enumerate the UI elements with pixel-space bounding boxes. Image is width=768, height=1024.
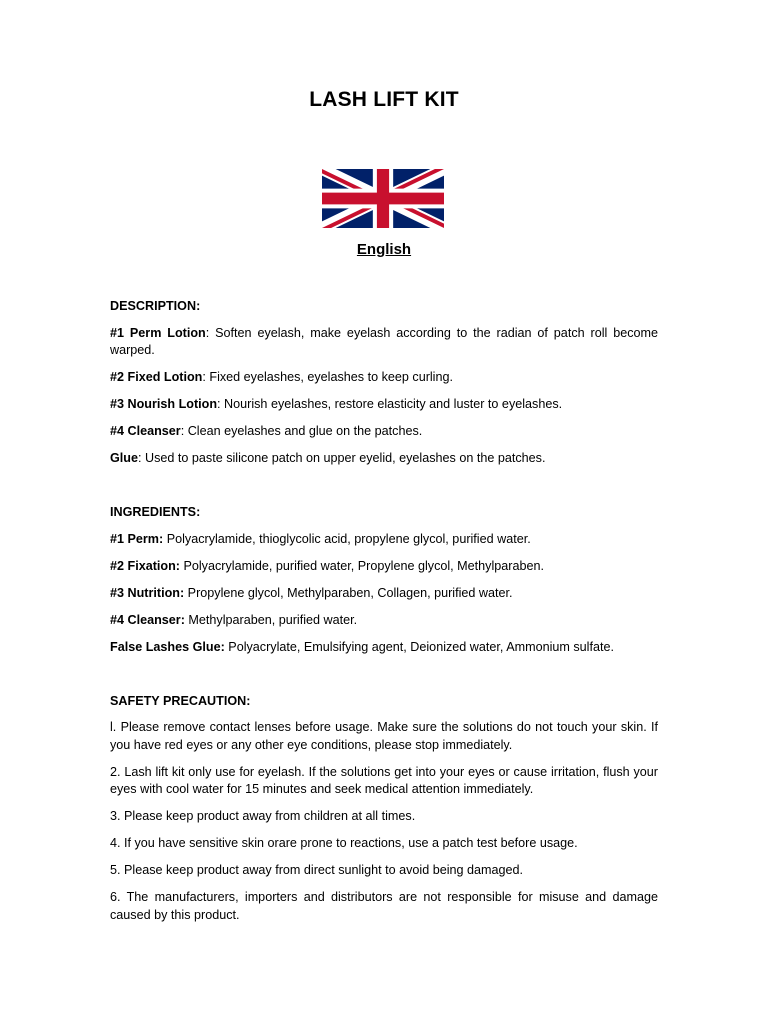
ingredient-item <box>110 585 658 603</box>
description-item <box>110 396 658 414</box>
ingredients-list <box>110 531 658 657</box>
description-list <box>110 325 658 468</box>
safety-item: 5. Please keep product away from direct sunlight to avoid being damaged. <box>110 863 524 877</box>
safety-item: l. Please remove contact lenses before usage. Make sure the solutions do not touch your skin. If you have red eyes or any other eye conditions, please stop immediately. <box>110 720 658 752</box>
safety-item: 4. If you have sensitive skin orare prone to reactions, use a patch test before usage. <box>110 836 578 850</box>
description-item <box>110 423 658 441</box>
safety-heading: SAFETY PRECAUTION: <box>110 693 251 708</box>
ingredients-heading: INGREDIENTS: <box>110 505 201 519</box>
ingredient-item <box>110 531 658 549</box>
document-body <box>110 298 658 934</box>
description-item-text: : Fixed eyelashes, eyelashes to keep curling. <box>202 370 453 384</box>
description-item <box>110 450 658 468</box>
language-heading: English <box>356 241 412 258</box>
safety-item: 2. Lash lift kit only use for eyelash. If the solutions get into your eyes or cause irritation, flush your eyes with cool water for 15 minutes and seek medical attention immediately. <box>110 764 658 796</box>
ingredient-item-label: #1 Perm: <box>110 531 164 546</box>
ingredient-item-text: Polyacrylate, Emulsifying agent, Deionized water, Ammonium sulfate. <box>224 639 614 654</box>
description-item-text: : Clean eyelashes and glue on the patches. <box>180 424 423 438</box>
ingredient-item-label: #4 Cleanser: <box>110 612 185 627</box>
union-jack-flag-icon <box>322 169 444 228</box>
description-item <box>110 369 658 387</box>
description-item-label: #4 Cleanser <box>110 424 181 438</box>
safety-item: 6. The manufacturers, importers and distributors are not responsible for misuse and damage caused by this product. <box>110 890 658 922</box>
ingredient-item-label: #3 Nutrition: <box>110 585 185 600</box>
ingredient-item <box>110 558 658 576</box>
ingredient-item-text: Polyacrylamide, purified water, Propylene glycol, Methylparaben. <box>179 558 544 573</box>
ingredient-item-label: False Lashes Glue: <box>110 639 225 654</box>
description-item-label: #3 Nourish Lotion <box>110 397 218 411</box>
description-heading: DESCRIPTION: <box>110 299 201 313</box>
ingredient-item <box>110 639 658 657</box>
description-item-text: : Used to paste silicone patch on upper eyelid, eyelashes on the patches. <box>138 451 546 465</box>
page-title: LASH LIFT KIT <box>309 88 459 111</box>
ingredient-item-text: Polyacrylamide, thioglycolic acid, propylene glycol, purified water. <box>163 531 531 546</box>
description-item-label: #2 Fixed Lotion <box>110 370 203 384</box>
ingredient-item-label: #2 Fixation: <box>110 558 180 573</box>
safety-item: 3. Please keep product away from children at all times. <box>110 809 416 823</box>
description-item <box>110 325 658 360</box>
ingredient-item <box>110 612 658 630</box>
ingredient-item-text: Methylparaben, purified water. <box>184 612 358 627</box>
description-item-text: : Nourish eyelashes, restore elasticity and luster to eyelashes. <box>217 397 563 411</box>
description-item-label: #1 Perm Lotion <box>110 325 206 340</box>
description-item-label: Glue <box>110 451 138 465</box>
description-item-text: : Soften eyelash, make eyelash according to the radian of patch roll become warped. <box>110 325 658 357</box>
ingredient-item-text: Propylene glycol, Methylparaben, Collagen, purified water. <box>184 585 513 600</box>
safety-list <box>110 719 658 924</box>
